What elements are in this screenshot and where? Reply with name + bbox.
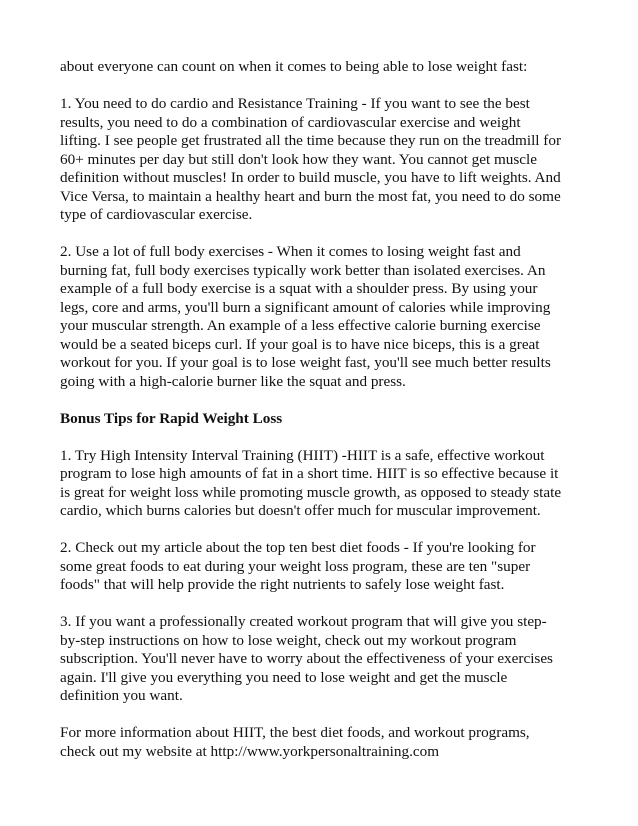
- bonus-tips-heading: Bonus Tips for Rapid Weight Loss: [60, 409, 283, 427]
- document-page: [60, 58, 582, 761]
- bonus-tip-diet-foods-paragraph: 2. Check out my article about the top ten best diet foods - If you're looking for some great foods to eat during your weight loss program, these are ten "super foods" that will help provide the right nutrients to safely lose weight fast.: [60, 539, 536, 593]
- intro-paragraph: about everyone can count on when it comes to being able to lose weight fast:: [60, 58, 528, 75]
- bonus-tip-hiit-paragraph: 1. Try High Intensity Interval Training (HIIT) -HIIT is a safe, effective workout program to lose high amounts of fat in a short time. HIIT is so effective because it is great for weight loss while promoting muscle growth, as opposed to steady state cardio, which burns calories but doesn't offer much for muscular improvement.: [60, 446, 562, 519]
- bonus-tip-workout-program-paragraph: 3. If you want a professionally created workout program that will give you step- by-step instructions on how to lose weight, check out my workout program subscription. You'll never have to worry about the effectiveness of your exercises again. I'll give you everything you need to lose weight and get the muscle definition you want.: [60, 613, 553, 704]
- tip-cardio-resistance-paragraph: 1. You need to do cardio and Resistance Training - If you want to see the best results, you need to do a combination of cardiovascular exercise and weight lifting. I see people get frustrated all the time because they run on the treadmill for 60+ minutes per day but still don't look how they want. You cannot get muscle definition without muscles! In order to build muscle, you have to lift weights. And Vice Versa, to maintain a healthy heart and burn the most fat, you need to do some type of cardiovascular exercise.: [60, 95, 562, 223]
- tip-full-body-paragraph: 2. Use a lot of full body exercises - When it comes to losing weight fast and burning fat, full body exercises typically work better than isolated exercises. An example of a full body exercise is a squat with a shoulder press. By using your legs, core and arms, you'll burn a significant amount of calories while improving your muscular strength. An example of a less effective calorie burning exercise would be a seated biceps curl. If your goal is to have nice biceps, this is a great workout for you. If your goal is to lose weight fast, you'll see much better results going with a high-calorie burner like the squat and press.: [60, 243, 551, 390]
- closing-paragraph: For more information about HIIT, the best diet foods, and workout programs, check out my website at http://www.yorkpersonaltraining.com: [60, 724, 530, 760]
